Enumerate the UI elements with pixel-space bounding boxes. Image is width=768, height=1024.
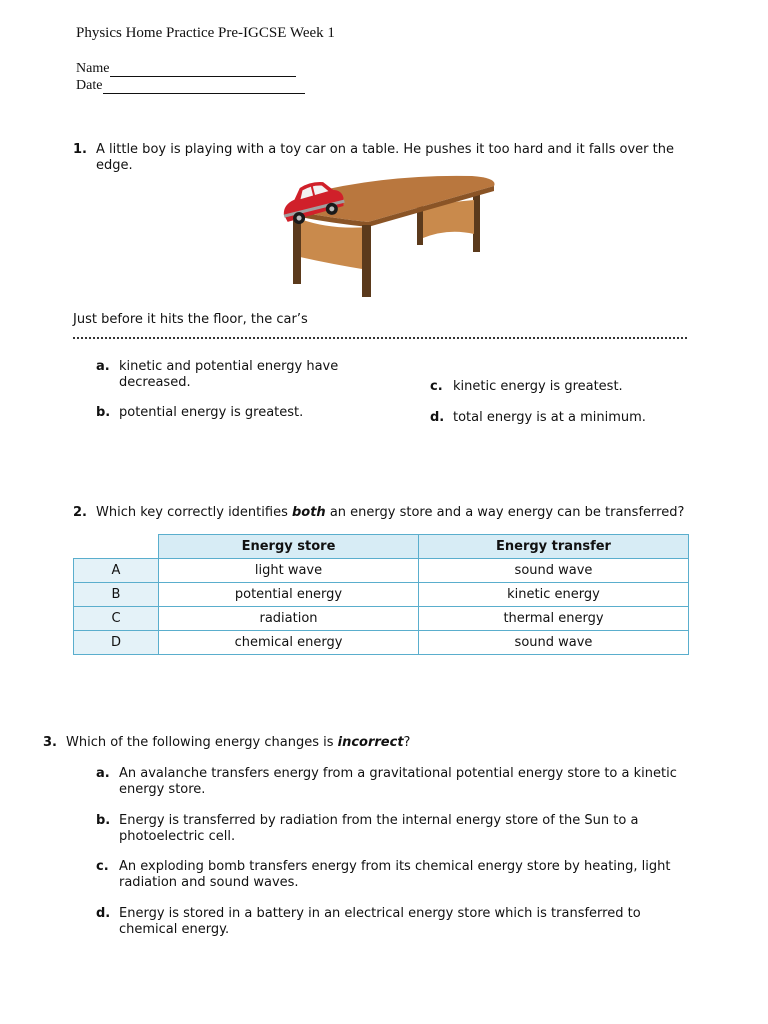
question-2-emphasis: both bbox=[291, 505, 326, 520]
energy-store-cell: radiation bbox=[159, 607, 419, 631]
q1-option-c-letter: c. bbox=[430, 379, 443, 394]
question-1-number: 1. bbox=[73, 142, 87, 157]
q1-option-b-text: potential energy is greatest. bbox=[119, 405, 304, 420]
table-leg bbox=[473, 192, 480, 252]
question-2-number: 2. bbox=[73, 505, 87, 520]
q3-option-c[interactable] bbox=[96, 859, 686, 891]
q1-option-a[interactable] bbox=[96, 359, 356, 391]
table-row[interactable] bbox=[74, 559, 689, 583]
q1-option-d[interactable] bbox=[430, 410, 690, 426]
q3-option-a-text: An avalanche transfers energy from a gravitational potential energy store to a kinetic energy store. bbox=[119, 766, 677, 797]
q1-option-b[interactable] bbox=[96, 405, 356, 421]
energy-store-cell: light wave bbox=[159, 559, 419, 583]
energy-transfer-cell: kinetic energy bbox=[419, 583, 689, 607]
question-1-text: A little boy is playing with a toy car on a table. He pushes it too hard and it falls over the edge. bbox=[96, 142, 674, 173]
q3-option-b[interactable] bbox=[96, 813, 686, 845]
q3-option-d-text: Energy is stored in a battery in an electrical energy store which is transferred to chemical energy. bbox=[119, 906, 641, 937]
row-key: B bbox=[74, 583, 159, 607]
q3-option-c-text: An exploding bomb transfers energy from its chemical energy store by heating, light radiation and sound waves. bbox=[119, 859, 671, 890]
q1-option-c-text: kinetic energy is greatest. bbox=[453, 379, 623, 394]
q1-option-c[interactable] bbox=[430, 379, 690, 395]
question-3-text-start: Which of the following energy changes is bbox=[66, 735, 338, 750]
question-1-stem: Just before it hits the floor, the car’s bbox=[73, 312, 308, 327]
question-2-text bbox=[96, 505, 684, 521]
date-field[interactable] bbox=[76, 78, 305, 94]
question-3-text-end: ? bbox=[403, 735, 411, 750]
table-apron bbox=[300, 219, 368, 270]
date-label: Date bbox=[76, 78, 103, 93]
q1-option-d-text: total energy is at a minimum. bbox=[453, 410, 646, 425]
page-title: Physics Home Practice Pre-IGCSE Week 1 bbox=[76, 25, 335, 41]
question-2 bbox=[73, 505, 693, 521]
energy-transfer-cell: sound wave bbox=[419, 559, 689, 583]
energy-store-cell: potential energy bbox=[159, 583, 419, 607]
table-header-row bbox=[74, 535, 689, 559]
energy-store-cell: chemical energy bbox=[159, 631, 419, 655]
energy-key-table bbox=[73, 534, 689, 655]
q3-option-d[interactable] bbox=[96, 906, 686, 938]
question-2-text-end: an energy store and a way energy can be transferred? bbox=[325, 505, 685, 520]
table-leg bbox=[293, 216, 301, 284]
question-2-text-start: Which key correctly identifies bbox=[96, 505, 292, 520]
question-3 bbox=[43, 735, 703, 751]
q1-option-b-letter: b. bbox=[96, 405, 111, 420]
q1-option-a-text: kinetic and potential energy have decreased. bbox=[119, 359, 339, 390]
column-header-energy-store: Energy store bbox=[159, 535, 419, 559]
name-field[interactable] bbox=[76, 61, 296, 77]
row-key: D bbox=[74, 631, 159, 655]
question-3-number: 3. bbox=[43, 735, 57, 750]
table-leg bbox=[362, 225, 371, 297]
question-3-text bbox=[66, 735, 410, 751]
column-header-energy-transfer: Energy transfer bbox=[419, 535, 689, 559]
q3-option-d-letter: d. bbox=[96, 906, 111, 921]
question-3-emphasis: incorrect bbox=[337, 735, 404, 750]
question-1 bbox=[73, 142, 693, 174]
row-key: A bbox=[74, 559, 159, 583]
energy-transfer-cell: sound wave bbox=[419, 631, 689, 655]
toy-car-table-illustration bbox=[276, 172, 498, 300]
row-key: C bbox=[74, 607, 159, 631]
table-row[interactable] bbox=[74, 583, 689, 607]
q3-option-a-letter: a. bbox=[96, 766, 110, 781]
name-label: Name bbox=[76, 61, 110, 76]
energy-transfer-cell: thermal energy bbox=[419, 607, 689, 631]
q1-option-a-letter: a. bbox=[96, 359, 110, 374]
q3-option-c-letter: c. bbox=[96, 859, 109, 874]
table-row[interactable] bbox=[74, 631, 689, 655]
q3-option-a[interactable] bbox=[96, 766, 686, 798]
name-underline[interactable] bbox=[110, 62, 296, 77]
table-row[interactable] bbox=[74, 607, 689, 631]
answer-dotted-line[interactable] bbox=[73, 329, 687, 339]
q3-option-b-letter: b. bbox=[96, 813, 111, 828]
date-underline[interactable] bbox=[103, 79, 305, 94]
q1-option-d-letter: d. bbox=[430, 410, 445, 425]
q3-option-b-text: Energy is transferred by radiation from the internal energy store of the Sun to a photoelectric cell. bbox=[119, 813, 639, 844]
table-corner-cell bbox=[74, 535, 159, 559]
